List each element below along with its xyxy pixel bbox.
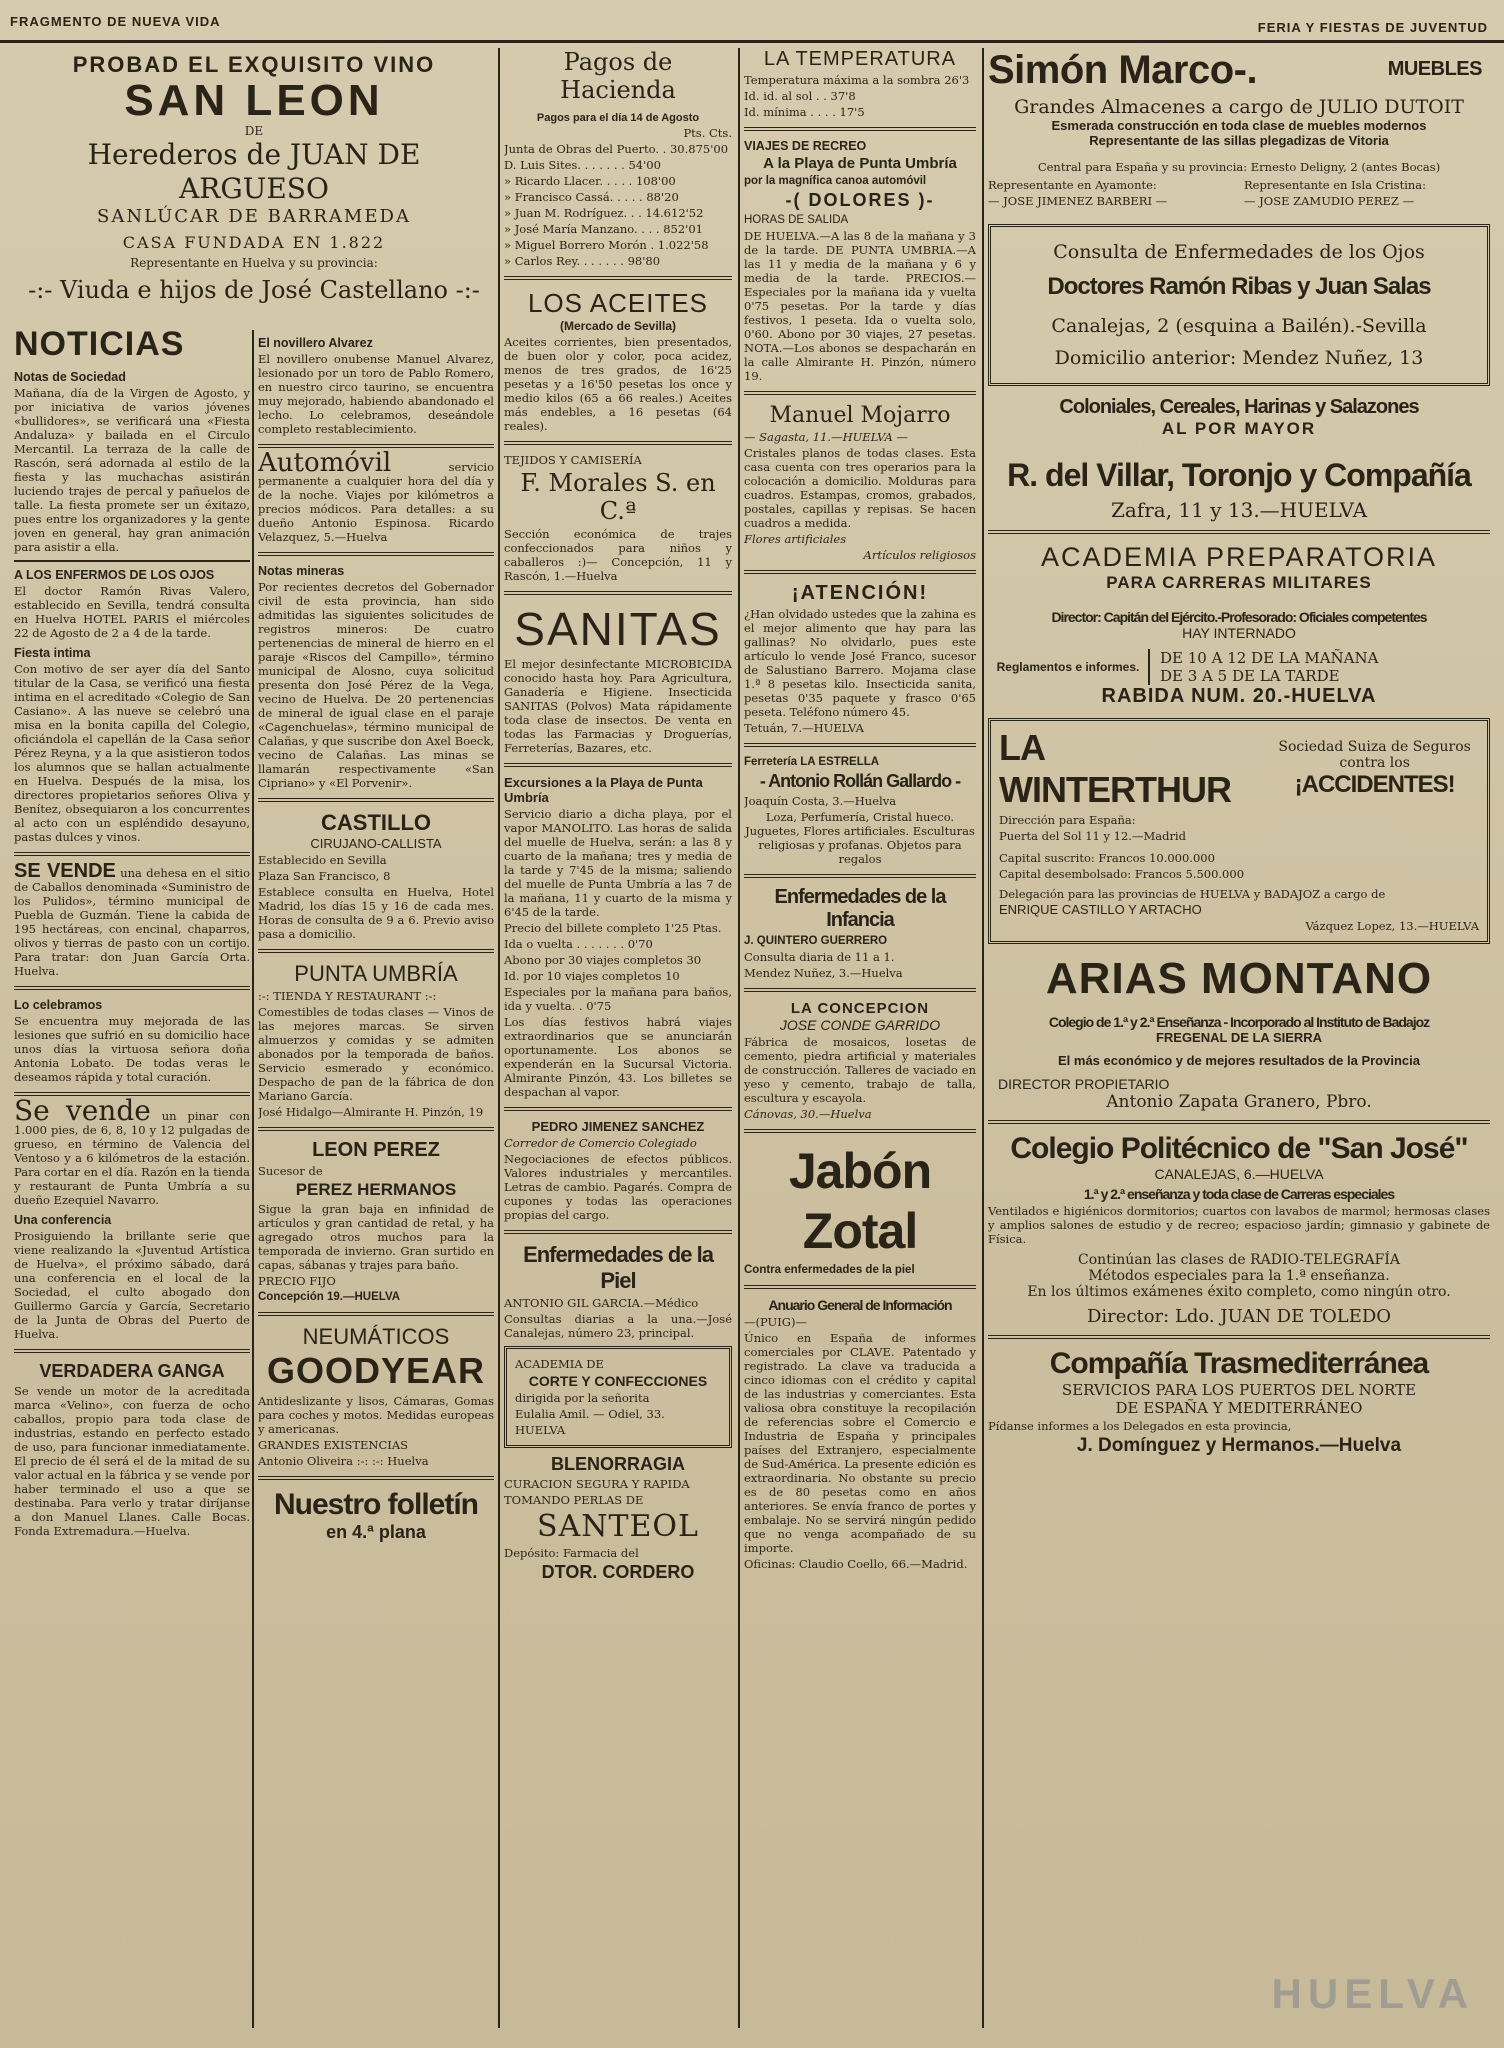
ad-line: Mendez Nuñez, 3.—Huelva xyxy=(744,966,903,980)
article-body: Prosiguiendo la brillante serie que viene realizando la «Juventud Artística de Huelva», el próximo sábado, dará una conferencia en el local de la Sociedad, el culto abogado don Guillermo García y García, Secretario de la Junta de Obras del Puerto de Huelva. xyxy=(14,1229,250,1341)
ad-title: Nuestro folletín xyxy=(273,1488,478,1521)
ad-line: 1.ª y 2.ª enseñanza y toda clase de Carreras especiales xyxy=(1083,1186,1395,1202)
article-body: El novillero onubense Manuel Alvarez, lesionado por un toro de Pablo Romero, en nuestro circo taurino, se encuentra muy mejorado, habiendo abandonado el lecho. Lo celebramos, deseándole completo restablecimiento. xyxy=(258,352,494,436)
table-row: Temperatura máxima a la sombra 26'3 xyxy=(744,73,970,87)
price-row: Precio del billete completo 1'25 Ptas. xyxy=(504,921,722,935)
ad-line: Director: Ldo. JUAN DE TOLEDO xyxy=(1086,1306,1392,1327)
ad-line: SANLÚCAR DE BARRAMEDA xyxy=(97,206,411,227)
column-rule xyxy=(982,48,984,2028)
article-head: Una conferencia xyxy=(14,1213,112,1227)
header-left: FRAGMENTO DE NUEVA VIDA xyxy=(10,14,221,29)
article-head: Lo celebramos xyxy=(14,998,103,1012)
ad-title: PUNTA UMBRÍA xyxy=(294,961,458,986)
ad-line: Herederos de JUAN DE ARGUESO xyxy=(87,138,421,205)
ad-brand: ARIAS MONTANO xyxy=(1045,954,1433,1003)
column-rule xyxy=(252,330,254,2028)
table-unit: Pts. Cts. xyxy=(683,126,732,140)
ad-concepcion xyxy=(744,1000,976,1121)
ad-line: por la magnífica canoa automóvil xyxy=(744,175,927,187)
ad-line: JOSE CONDE GARRIDO xyxy=(779,1017,941,1033)
ad-line: HORAS DE SALIDA xyxy=(744,214,849,226)
ad-brand: Simón Marco-. xyxy=(988,48,1258,92)
article-body: El doctor Ramón Rivas Valero, establecido en Sevilla, tendrá consulta en Huelva HOTEL PARIS el miércoles 22 de Agosto de 2 a 4 de la tarde. xyxy=(14,584,250,640)
ad-line: Zafra, 11 y 13.—HUELVA xyxy=(1110,498,1368,522)
ad-academia-militar xyxy=(988,542,1490,708)
section-title: LA TEMPERATURA xyxy=(763,48,957,70)
ad-title: PEDRO JIMENEZ SANCHEZ xyxy=(531,1119,705,1134)
ad-line: Coloniales, Cereales, Harinas y Salazones xyxy=(1059,396,1419,418)
ad-line: :-: TIENDA Y RESTAURANT :-: xyxy=(258,989,437,1003)
table-row: » Carlos Rey. . . . . . . 98'80 xyxy=(504,254,661,268)
ad-line: Esmerada construcción en toda clase de muebles modernos xyxy=(1051,118,1427,133)
ad-line: Cánovas, 30.—Huelva xyxy=(744,1107,872,1121)
ad-line: TOMANDO PERLAS DE xyxy=(504,1493,644,1507)
table-row: Id. mínima . . . . 17'5 xyxy=(744,105,865,119)
ad-line: — JOSE ZAMUDIO PEREZ — xyxy=(1244,194,1415,208)
ad-body: Establece consulta en Huelva, Hotel Madrid, los días 15 y 16 de cada mes. Horas de consulta de 9 a 6. Previo aviso pasa a domicilio. xyxy=(258,885,494,941)
ad-line: — JOSE JIMENEZ BARBERI — xyxy=(988,194,1168,208)
ad-line: Domicilio anterior: Mendez Nuñez, 13 xyxy=(1054,347,1424,369)
ad-body: Servicio diario a dicha playa, por el vapor MANOLITO. Las horas de salida del muelle de Huelva, serán: a las 8 y cuarto de la mañana; tres y media de la tarde y 7'45 de la misma; saliendo del muelle de Punta Umbría a las 7 de la mañana, 11 y cuarto de la misma y 6'45 de la tarde. xyxy=(504,807,732,919)
ad-line: Ferretería LA ESTRELLA xyxy=(744,756,880,768)
ad-line: DE 10 A 12 DE LA MAÑANA xyxy=(1160,649,1379,667)
ad-line: CASA FUNDADA EN 1.822 xyxy=(122,233,386,252)
ad-pedro-jimenez xyxy=(504,1119,732,1222)
ad-atencion xyxy=(744,582,976,735)
ad-line: ANTONIO GIL GARCIA.—Médico xyxy=(504,1296,699,1310)
ad-body: El mejor desinfectante MICROBICIDA conocido hasta hoy. Para Agricultura, Ganadería e Higiene. Insecticida SANITAS (Polvos) Mata rápidamente toda clase de insectos. De venta en todas las Farmacias y Droguerías, Ferreterías, Bazares, etc. xyxy=(504,657,732,755)
ad-line: PEREZ HERMANOS xyxy=(295,1180,457,1199)
ad-body: Sección económica de trajes confeccionados para niños y caballeros :)— Concepción, 11 y Rascón, 1.—Huelva xyxy=(504,527,732,583)
column-rule xyxy=(498,48,500,2028)
table-row: » José María Manzano. . . . 852'01 xyxy=(504,222,703,236)
ad-brand: SANTEOL xyxy=(537,1509,699,1544)
ad-sanitas xyxy=(504,603,732,755)
table-row: Junta de Obras del Puerto. . 30.875'00 xyxy=(504,142,729,156)
ad-folletin xyxy=(258,1488,494,1543)
ad-line: DTOR. CORDERO xyxy=(541,1562,695,1582)
ad-line: Dirección para España: xyxy=(999,813,1136,827)
ad-title: Manuel Mojarro xyxy=(769,403,951,428)
ad-body: Fábrica de mosaicos, losetas de cemento, piedra artificial y materiales de construcción. Talleres de vaciado en yeso y cemento, trabajo de talla, escultura y escayola. xyxy=(744,1035,976,1105)
ad-line: J. Domínguez y Hermanos.—Huelva xyxy=(1076,1435,1402,1456)
ad-brand: R. del Villar, Toronjo y Compañía xyxy=(1007,457,1471,493)
masthead-strip xyxy=(0,0,1504,43)
ad-piel xyxy=(504,1242,732,1340)
ad-title: Anuario General de Información xyxy=(768,1297,952,1313)
ad-ojos xyxy=(988,224,1490,386)
ad-body: Ventilados e higiénicos dormitorios; cuartos con lavabos de marmol; hermosas clases y amplios salones de estudio y de recreo; espacioso jardín; gimnasio y gabinete de Física. xyxy=(988,1204,1490,1246)
ad-line: Director: Capitán del Ejército.-Profesorado: Oficiales competentes xyxy=(1051,609,1427,625)
ad-line: CURACION SEGURA Y RAPIDA xyxy=(504,1477,690,1491)
ad-line: Consulta diaria de 11 a 1. xyxy=(744,950,895,964)
ad-villar-toronjo xyxy=(988,396,1490,522)
ad-zotal xyxy=(744,1141,976,1277)
ad-body: Loza, Perfumería, Cristal hueco. Juguetes, Flores artificiales. Esculturas religiosas y profanas. Objetos para regalos xyxy=(745,810,975,866)
column-rule xyxy=(738,48,740,2028)
ad-body: ¿Han olvidado ustedes que la zahina es el mejor alimento que hay para las gallinas? No olvidarlo, pues este artículo lo vende José Franco, sucesor de Salustiano Barrero. Mojama clase 1.ª 8 pesetas kilo. Insecticida sanita, pesetas 0'35 paquete y frasco 0'65 peseta. Teléfono número 45. xyxy=(744,607,976,719)
ad-brand: Compañía Trasmediterránea xyxy=(1049,1347,1429,1380)
section-title: LOS ACEITES xyxy=(527,288,709,318)
ad-title: SANITAS xyxy=(514,603,722,655)
ad-line: Representante en Huelva y su provincia: xyxy=(130,256,378,270)
ad-title: CASTILLO xyxy=(321,810,431,835)
ad-line: MUEBLES xyxy=(1387,58,1482,80)
article-head: El novillero Alvarez xyxy=(258,336,373,350)
ad-brand: -( DOLORES )- xyxy=(785,190,935,210)
ad-line: J. QUINTERO GUERRERO xyxy=(744,935,888,947)
ad-line: en 4.ª plana xyxy=(326,1522,426,1542)
ad-body: Cristales planos de todas clases. Esta casa cuenta con tres operarios para la colocación a domicilio. Molduras para cuadros. Estampas, cromos, grabados, postales, capillas y repisas. Se hacen cuadros a medida. xyxy=(744,446,976,530)
ad-line: ACADEMIA DE xyxy=(515,1357,604,1371)
ad-body: Se vende un motor de la acreditada marca «Velino», con fuerza de ocho caballos, propio para toda clase de industrias, estando en perfecto estado de uso, para funcionar inmediatamente. El precio de él será el de la mitad de su valor actual en la fábrica y se vende por haber terminado el uso a que se destinaba. Para verlo y tratar diríjanse a don Manuel Llanes. Calle Bocas. Fonda Extremadura.—Huelva. xyxy=(14,1384,250,1538)
ad-line: HAY INTERNADO xyxy=(1182,625,1296,641)
article-body: Aceites corrientes, bien presentados, de buen olor y color, poca acidez, menos de tres grados, de 16'25 pesetas y a 16'50 pesetas los once y medio kilos (65 a 66 reales.) Aceites más endebles, a 16 pesetas (64 reales). xyxy=(504,335,732,433)
ad-line: Concepción 19.—HUELVA xyxy=(258,1291,401,1303)
ad-line: GRANDES EXISTENCIAS xyxy=(258,1438,409,1452)
table-row: » Miguel Borrero Morón . 1.022'58 xyxy=(504,238,709,252)
section-title: NOTICIAS xyxy=(14,325,185,363)
ad-title: NEUMÁTICOS xyxy=(302,1324,450,1349)
ad-title: VERDADERA GANGA xyxy=(39,1361,225,1381)
article-head: Notas mineras xyxy=(258,564,345,578)
ad-line: Pídanse informes a los Delegados en esta provincia, xyxy=(988,1419,1292,1433)
ad-line: RABIDA NUM. 20.-HUELVA xyxy=(1101,685,1377,707)
ad-line: CANALEJAS, 6.—HUELVA xyxy=(1154,1166,1324,1182)
ad-line: Joaquín Costa, 3.—Huelva xyxy=(744,794,897,808)
ad-leon-perez xyxy=(258,1139,494,1304)
ad-title: Se vende xyxy=(14,1094,151,1127)
header-right: FERIA Y FIESTAS DE JUVENTUD xyxy=(1257,20,1488,35)
article-body: Mañana, día de la Virgen de Agosto, y por iniciativa de varios jóvenes «bullidores», se verificará una «Fiesta Andaluza» y bailada en el Circulo Mercantil. La terraza de la calle de Rascón, será adornada al estilo de la fiesta y las muchachas asistirán luciendo trajes de percal y pañuelos de talle. La fiesta promete ser un éxitazo, pues entre los organizadores y la gente joven en general, hay gran animación para asistir a ella. xyxy=(14,386,250,554)
ad-body: Consultas diarias a la una.—José Canalejas, número 23, principal. xyxy=(504,1312,732,1340)
ad-line: Antonio Zapata Granero, Pbro. xyxy=(1106,1092,1372,1112)
ad-academia-corte xyxy=(504,1346,732,1448)
ad-title: F. Morales S. en C.ª xyxy=(520,469,716,525)
ad-title: Automóvil xyxy=(258,448,392,478)
ad-line: Sociedad Suiza de Seguros contra los xyxy=(1278,739,1471,771)
ad-line: Establecido en Sevilla xyxy=(258,853,387,867)
ad-body: servicio permanente a cualquier hora del día y de la noche. Viajes por kilómetros a precios módicos. Para detalles: a su dueño Antonio Espinosa. Ricardo Velazquez, 5.—Huelva xyxy=(258,460,494,544)
payments-table xyxy=(504,142,732,268)
ad-line: A la Playa de Punta Umbría xyxy=(763,155,957,172)
ad-line: Sucesor de xyxy=(258,1164,323,1178)
ad-punta-umbria xyxy=(258,961,494,1119)
ad-brand: Jabón Zotal xyxy=(788,1143,932,1259)
ad-line: Puerta del Sol 11 y 12.—Madrid xyxy=(999,829,1186,843)
ad-body: Comestibles de todas clases — Vinos de las mejores marcas. Se sirven almuerzos y comidas y se admiten abonados por la temporada de baños. Servicio esmerado y económico. Despacho de pan de la fábrica de don Mariano García. xyxy=(258,1005,494,1103)
ad-line: Doctores Ramón Ribas y Juan Salas xyxy=(1047,273,1431,300)
article-head: A LOS ENFERMOS DE LOS OJOS xyxy=(14,568,215,582)
table-row: Id. id. al sol . . 37'8 xyxy=(744,89,856,103)
ad-line: Reglamentos e informes. xyxy=(996,660,1140,674)
library-watermark: HUELVA xyxy=(1271,1970,1474,2017)
ad-trasmediterranea xyxy=(988,1347,1490,1457)
ad-line: Corredor de Comercio Colegiado xyxy=(504,1136,697,1150)
ad-line: Flores artificiales xyxy=(744,532,847,546)
ad-title: Consulta de Enfermedades de los Ojos xyxy=(1053,241,1425,263)
ad-line: Oficinas: Claudio Coello, 66.—Madrid. xyxy=(744,1557,968,1571)
ad-line: Representante de las sillas plegadizas de Vitoria xyxy=(1089,133,1389,148)
ad-title: SE VENDE xyxy=(14,860,116,882)
ad-line: Representante en Isla Cristina: xyxy=(1244,178,1427,192)
ad-title: Enfermedades de la Infancia xyxy=(774,886,946,931)
article-body: Se encuentra muy mejorada de las lesiones que sufrió en su domicilio hace unos días la virtuosa señora doña Antonia Lobato. De todas veras le deseamos rápida y total curación. xyxy=(14,1014,250,1084)
ad-body: Los días festivos habrá viajes extraordinarios que se anunciarán oportunamente. Los abonos se expenderán en la Sucursal Victoria. Almirante Pinzón, 43. Los billetes se despachan al vapor. xyxy=(504,1015,732,1099)
price-row: Especiales por la mañana para baños, ida y vuelta. . 0'75 xyxy=(504,985,732,1013)
ad-line: Colegio de 1.ª y 2.ª Enseñanza - Incorporado al Instituto de Badajoz xyxy=(1048,1014,1430,1030)
ad-line: DE 3 A 5 DE LA TARDE xyxy=(1160,667,1340,685)
ad-ferreteria xyxy=(744,755,976,866)
ad-anuario xyxy=(744,1297,976,1571)
column-2 xyxy=(504,48,732,2028)
ad-neumaticos xyxy=(258,1324,494,1468)
ad-body: DE HUELVA.—A las 8 de la mañana y 3 de la tarde. DE PUNTA UMBRIA.—A las 11 y media de la mañana y 6 y media de la tarde. PRECIOS.—Especiales por la mañana ida y vuelta 0'75 pesetas. Por la tarde y días festivos, 1 peseta. Ida o vuelta solo, 0'60. Abono por 30 viajes, 27 pesetas. NOTA.—Los abonos se despacharán en la calle Almirante H. Pinzón, número 19. xyxy=(744,229,976,383)
section-subtitle: (Mercado de Sevilla) xyxy=(559,319,677,333)
ad-body: un pinar con 1.000 pies, de 6, 8, 10 y 12 pulgadas de grueso, en término de Valencia del Ventoso y a 6 kilómetros de la estación. Para cortar en el día. Razón en la tienda y restaurant de Punta Umbría a su dueño Ezequiel Navarro. xyxy=(14,1109,250,1207)
ad-line: -:- Viuda e hijos de José Castellano -:- xyxy=(28,276,480,304)
article-body: Por recientes decretos del Gobernador civil de esta provincia, han sido admitidas las siguientes solicitudes de registros mineros: De cuatro pertenencias de mineral de hierro en el paraje «Riscos del Campillo», término municipal de Alosno, cuya solicitud presenta don José Pérez de la Vega, vecino de Huelva. De 20 pertenencias de mineral de igual clase en el paraje «Cagenchuelas», término municipal de Calañas, y que suscribe don Axel Boeck, vecino de Calañas. Las minas se llamarán respectivamente «San Cipriano» y «El Porvenir». xyxy=(258,580,494,790)
ad-castillo xyxy=(258,810,494,941)
ad-body: Antideslizante y lisos, Cámaras, Gomas para coches y motos. Medidas europeas y americanas. xyxy=(258,1394,494,1436)
ad-line: —(PUIG)— xyxy=(744,1315,807,1329)
price-row: Ida o vuelta . . . . . . . 0'70 xyxy=(504,937,653,951)
ad-line: Métodos especiales para la 1.ª enseñanza. xyxy=(1088,1268,1390,1284)
ad-title: LEON PEREZ xyxy=(312,1139,440,1161)
ad-line: Contra enfermedades de la piel xyxy=(744,1264,915,1276)
ad-line: Eulalia Amil. — Odiel, 33. xyxy=(515,1407,665,1421)
ad-line: El más económico y de mejores resultados de la Provincia xyxy=(1058,1053,1420,1068)
ad-brand: LA WINTERTHUR xyxy=(999,727,1231,810)
ad-line: ¡ACCIDENTES! xyxy=(1294,771,1455,798)
brand-logo: GOODYEAR xyxy=(266,1350,486,1391)
ad-title: VIAJES DE RECREO xyxy=(744,139,867,153)
table-row: » Ricardo Llacer. . . . . 108'00 xyxy=(504,174,676,188)
ad-line: — Sagasta, 11.—HUELVA — xyxy=(744,430,908,444)
ad-mojarro xyxy=(744,403,976,562)
ad-line: Antonio Oliveira :-: :-: Huelva xyxy=(258,1454,429,1468)
ad-line: HUELVA xyxy=(515,1423,566,1437)
ad-line: CIRUJANO-CALLISTA xyxy=(310,836,442,851)
ad-line: José Hidalgo—Almirante H. Pinzón, 19 xyxy=(258,1105,484,1119)
ad-san-leon xyxy=(14,52,494,304)
ad-infancia xyxy=(744,886,976,980)
ad-line: Grandes Almacenes a cargo de JULIO DUTOIT xyxy=(1014,96,1464,118)
ad-line: Vázquez Lopez, 13.—HUELVA xyxy=(1305,919,1479,933)
ad-line: Central para España y su provincia: Ernesto Deligny, 2 (antes Bocas) xyxy=(1037,160,1441,174)
price-row: Abono por 30 viajes completos 30 xyxy=(504,953,702,967)
ad-line: FREGENAL DE LA SIERRA xyxy=(1155,1030,1323,1045)
ad-line: dirigida por la señorita xyxy=(515,1391,650,1405)
ad-body: Negociaciones de efectos públicos. Valores industriales y mercantiles. Letras de cambio. Pagarés. Compra de cupones y todas las operaciones propias del cargo. xyxy=(504,1152,732,1222)
ad-line: PROBAD EL EXQUISITO VINO xyxy=(72,52,436,77)
ad-winterthur xyxy=(988,718,1490,944)
ad-line: Delegación para las provincias de HUELVA y BADAJOZ a cargo de xyxy=(999,887,1386,901)
ad-line: TEJIDOS Y CAMISERÍA xyxy=(504,453,642,467)
ad-title: ACADEMIA PREPARATORIA xyxy=(1040,542,1438,572)
ad-body: Único en España de informes comerciales por CLAVE. Patentado y registrado. La clave va traducida a cinco idiomas con el crédito y capital de las industrias y comerciantes. Esta valiosa obra constituye la recopilación de referencias sobre el Comercio e Industria de España y principales países del Extranjero, especialmente de Sud-América. La presente edición es extraordinaria. No obstante su precio es de 80 pesetas como en años anteriores. Se envía franco de portes y embalaje. No se servirá ningún pedido que no venga acompañado de su importe. xyxy=(744,1331,976,1555)
ad-line: Tetuán, 7.—HUELVA xyxy=(744,721,864,735)
ad-morales xyxy=(504,453,732,583)
article-head: Fiesta intima xyxy=(14,646,91,660)
ad-title: BLENORRAGIA xyxy=(551,1454,685,1474)
ad-line: ENRIQUE CASTILLO Y ARTACHO xyxy=(999,902,1202,917)
ad-line: Depósito: Farmacia del xyxy=(504,1546,639,1560)
ad-line: SERVICIOS PARA LOS PUERTOS DEL NORTE xyxy=(1061,1381,1417,1399)
table-caption: Pagos para el día 14 de Agosto xyxy=(536,112,700,124)
ad-line: En los últimos exámenes éxito completo, como ningún otro. xyxy=(1027,1284,1451,1300)
ad-title: Enfermedades de la Piel xyxy=(523,1242,713,1293)
ad-title: Excursiones a la Playa de Punta Umbría xyxy=(504,775,703,805)
ad-line: PARA CARRERAS MILITARES xyxy=(1106,573,1372,592)
ad-arias-montano xyxy=(988,954,1490,1112)
article-head: Notas de Sociedad xyxy=(14,370,126,384)
ad-line: Capital desembolsado: Francos 5.500.000 xyxy=(999,867,1245,881)
price-row: Id. por 10 viajes completos 10 xyxy=(504,969,680,983)
ad-title: - Antonio Rollán Gallardo - xyxy=(759,771,961,791)
ad-title: CORTE Y CONFECCIONES xyxy=(528,1373,708,1389)
ad-blenorragia xyxy=(504,1454,732,1583)
table-row: » Francisco Cassá. . . . . 88'20 xyxy=(504,190,679,204)
column-1b xyxy=(258,330,494,2028)
ad-body: una dehesa en el sitio de Caballos denominada «Suministro de los Pulidos», término municipal de Puebla de Guzmán. Tiene la cabida de 195 hectáreas, con encinal, chaparros, olivos y tierras de pasto con un cortijo. Para tratar: don Juan García Orta. Huelva. xyxy=(14,866,250,978)
column-4 xyxy=(988,48,1490,2028)
ad-brand: Colegio Politécnico de "San José" xyxy=(1010,1132,1468,1165)
ad-line: Artículos religiosos xyxy=(863,548,976,562)
ad-body: Sigue la gran baja en infinidad de artículos y gran cantidad de retal, y ha agregado otros muchos para la temporada de invierno. Gran surtido en capas, sábanas y trajes para baño. xyxy=(258,1202,494,1272)
ad-line: AL POR MAYOR xyxy=(1161,419,1317,438)
ad-title: LA CONCEPCION xyxy=(790,1000,930,1017)
ad-line: Plaza San Francisco, 8 xyxy=(258,869,391,883)
ad-san-jose xyxy=(988,1132,1490,1327)
ad-line: Representante en Ayamonte: xyxy=(988,178,1157,192)
ad-brand: SAN LEON xyxy=(124,76,384,125)
ad-line: Capital suscrito: Francos 10.000.000 xyxy=(999,851,1215,865)
ad-line: DE xyxy=(244,124,264,138)
column-3 xyxy=(744,48,976,2028)
ad-title: ¡ATENCIÓN! xyxy=(791,582,929,604)
section-title: Pagos de Hacienda xyxy=(560,48,676,104)
column-1 xyxy=(14,325,250,2028)
ad-simon-marco xyxy=(988,48,1490,210)
ad-line: DE ESPAÑA Y MEDITERRÁNEO xyxy=(1115,1399,1363,1417)
table-row: » Juan M. Rodríguez. . . 14.612'52 xyxy=(504,206,704,220)
article-body: Con motivo de ser ayer día del Santo titular de la Casa, se verificó una fiesta intima en el acreditado «Colegio de San Casiano». A las nueve se celebró una misa en la bonita capilla del Colegio, oficiándola el capellán de la Casa señor Pérez Reyna, y a la que asistieron todos los alumnos que se hallan actualmente en Huelva. Después de la misa, los directores propietarios señores Oliva y Benítez, obsequiaron a los concurrentes al acto con un espléndido desayuno, pastas dulces y vinos. xyxy=(14,662,250,844)
table-row: D. Luis Sites. . . . . . . 54'00 xyxy=(504,158,661,172)
ad-line: PRECIO FIJO xyxy=(258,1274,336,1288)
ad-line: Canalejas, 2 (esquina a Bailén).-Sevilla xyxy=(1051,315,1427,337)
ad-line: DIRECTOR PROPIETARIO xyxy=(998,1076,1170,1092)
ad-line: Continúan las clases de RADIO-TELEGRAFÍA xyxy=(1078,1252,1400,1268)
